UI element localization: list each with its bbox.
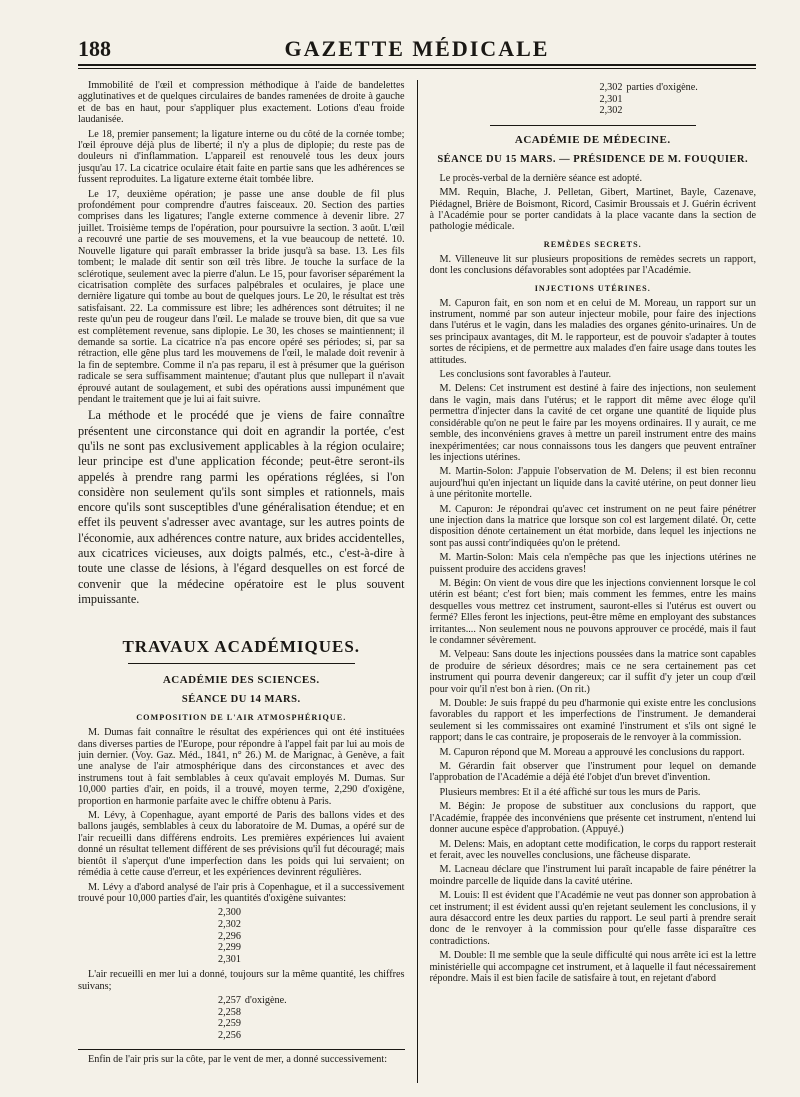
value-item xyxy=(78,995,405,1007)
value-item: 2,296 xyxy=(218,930,241,942)
values-list xyxy=(78,907,405,965)
right-paragraph: M. Capuron répond que M. Moreau a approuvé les conclusions du rapport. xyxy=(439,746,745,758)
journal-title: GAZETTE MÉDICALE xyxy=(284,36,550,61)
left-paragraph: Le 18, premier pansement; la ligature interne ou du côté de la cornée tombe; l'œil éprouve déjà plus de liberté; il n'y a plus de diplopie; du reste pas de douleurs ni d'inflammation. L'appareil est renouvelé tous les deux jours jusqu'au 17. La cicatrice oculaire était faite en partie sans que les adhérences se fussent reproduites. La ligature externe était tombée libre. xyxy=(78,128,405,186)
value-item: 2,301 xyxy=(218,953,241,965)
right-paragraph: M. Lacneau déclare que l'instrument lui paraît incapable de faire pénétrer la moindre parcelle de liquide dans la cavité utérine. xyxy=(429,864,756,887)
right-paragraph: M. Double: Il me semble que la seule difficulté qui nous arrête ici est la lettre ministérielle qui accompagne cet instrument, et à laquelle il faut nécessairement répondre. Mais il est bien facile de satisfaire à tout, en rejetant d'abord xyxy=(429,950,756,984)
value-unit: d'oxigène. xyxy=(244,995,287,1007)
right-paragraph: Le procès-verbal de la dernière séance est adopté. xyxy=(439,172,643,184)
page-number: 188 xyxy=(78,36,111,61)
right-paragraph: M. Martin-Solon: J'appuie l'observation de M. Delens; il est bien reconnu aujourd'hui qu'en injectant un liquide dans la cavité utérine, on peut donner lieu à une péritonite mortelle. xyxy=(429,466,756,501)
academy-heading: ACADÉMIE DES SCIENCES. xyxy=(162,674,320,687)
right-paragraph: M. Bégin: Je propose de substituer aux conclusions du rapport, que l'Académie, frappée des inconvéniens que présente cet instrument, n'entend lui donner aucune espèce d'approbation. (Appuyé.) xyxy=(429,801,756,836)
right-paragraph: M. Velpeau: Sans doute les injections poussées dans la matrice sont capables de produire de sérieux désordres; mais ce ne sera certainement pas cet instrument qui pourra devenir dangereux; car il suffit d'y jeter un coup d'œil pour voir qu'il n'est bon à rien. (On rit.) xyxy=(429,649,756,695)
topic-heading: COMPOSITION DE L'AIR ATMOSPHÉRIQUE. xyxy=(136,713,347,723)
value-item: 2,300 xyxy=(218,907,241,919)
right-paragraph: M. Capuron fait, en son nom et en celui de M. Moreau, un rapport sur un instrument, nommé par son auteur injecteur mobile, pour faire des injections dans l'utérus et le vagin, dans les maladies des organes génito-urinaires. Un de ses principaux avantages, dit M. le rapporteur, est de pouvoir s'adapter à toutes sortes de récipiens, et de permettre aux malades d'en faire usage dans toutes les attitudes. xyxy=(429,297,756,366)
right-paragraph: Plusieurs membres: Et il a été affiché sur tous les murs de Paris. xyxy=(439,786,701,798)
value-number: 2,302 xyxy=(599,82,623,93)
columns xyxy=(78,80,756,1083)
right-paragraph: Les conclusions sont favorables à l'auteur. xyxy=(439,369,612,381)
right-paragraph: M. Gérardin fait observer que l'instrument pour lequel on demande l'approbation de l'Académie a déjà été l'objet d'un brevet d'invention. xyxy=(429,761,756,784)
value-item: 2,258 xyxy=(218,1006,241,1018)
left-paragraph: Immobilité de l'œil et compression méthodique à l'aide de bandelettes agglutinatives et de quelques circulaires de bandes ramenées de droite à gauche et de bas en haut, pour s'appliquer plus exactement. Lotions d'eau froide laudanisée. xyxy=(78,80,405,126)
right-paragraph: M. Capuron: Je répondrai qu'avec cet instrument on ne peut faire pénétrer une injection dans la matrice que lorsque son col est largement dilaté. Or, cette disposition dénote certainement un état morbide, dans lequel les injections ne sont pas aussi contr'indiquées qu'on le prétend. xyxy=(429,503,756,549)
session-heading: SÉANCE DU 14 MARS. xyxy=(181,694,301,706)
right-paragraph: M. Louis: Il est évident que l'Académie ne veut pas donner son approbation à cet instrument; il est évident aussi qu'en rejetant seulement les conclusions, il y aura désaccord entre les deux parties du rapport. Le seul parti à prendre serait donc de le renvoyer à la commission pour qu'elle fasse disparaître ces contradictions. xyxy=(429,890,756,947)
right-paragraph: M. Villeneuve lit sur plusieurs propositions de remèdes secrets un rapport, dont les conclusions défavorables sont adoptées par l'Académie. xyxy=(429,253,756,277)
divider xyxy=(490,125,697,126)
left-paragraph: L'air recueilli en mer lui a donné, toujours sur la même quantité, les chiffres suivans; xyxy=(78,969,405,992)
right-paragraph: M. Martin-Solon: Mais cela n'empêche pas que les injections utérines ne puissent produire des accidens graves! xyxy=(429,552,756,575)
right-paragraph: M. Delens: Mais, en adoptant cette modification, le corps du rapport resterait et ferait, avec les nouvelles conclusions, une fâcheuse disparate. xyxy=(429,838,756,861)
right-paragraph: M. Delens: Cet instrument est destiné à faire des injections, non seulement dans le vagin, mais dans l'utérus; et le rapport dit même avec éloge qu'il permettra d'injecter dans la cavité de cet organe une quantité de liquide plus considérable qu'on ne peut le faire par les moyens ordinaires. Il y aurait, ce me semble, des inconvéniens graves à mettre un pareil instrument entre des mains inexpérimentées; car nous connaissons tous les dangers que peuvent entraîner les injections utérines. xyxy=(429,383,756,463)
section-title: TRAVAUX ACADÉMIQUES. xyxy=(122,637,361,657)
value-number: 2,257 xyxy=(218,995,241,1007)
header-rule-thin xyxy=(78,68,756,69)
left-paragraph-large: La méthode et le procédé que je viens de faire connaître présentent une circonstance qui doit en agrandir la portée, c'est qu'ils ne sont pas exclusivement applicables à la région oculaire; leur principe est d'une application féconde; peut-être seront-ils appelés à prendre rang parmi les opérations réglées, si l'on considère non seulement qu'ils sont simples et rationnels, mais encore qu'ils sont susceptibles d'une généralisation étendue; et en effet ils peuvent s'adresser avec avantage, sur les autres points de l'économie, aux adhérences contre nature, aux brides accidentelles, aux cicatrices vicieuses, aux doigts palmés, etc., c'est-à-dire à toute une classe de lésions, à l'égard desquelles on est forcé de convenir que la médecine opératoire est le plus souvent impuissante. xyxy=(78,408,405,606)
right-column xyxy=(430,80,757,1083)
column-rule xyxy=(417,80,418,1083)
running-head xyxy=(78,30,756,64)
topic-heading: INJECTIONS UTÉRINES. xyxy=(534,283,651,293)
value-item xyxy=(430,82,757,94)
value-item: 2,256 xyxy=(218,1029,241,1041)
value-item: 2,259 xyxy=(218,1018,241,1030)
left-paragraph: M. Lévy a d'abord analysé de l'air pris à Copenhague, et il a successivement trouvé pour 10,000 parties d'air, les quantités d'oxigène suivantes: xyxy=(78,881,405,904)
right-paragraph: MM. Requin, Blache, J. Pelletan, Gibert, Martinet, Bayle, Cazenave, Piédagnel, Brière de Boismont, Ricord, Casimir Broussais et J. Guérin écrivent à l'Académie pour se porter candidats à la place vacante dans la section de pathologie médicale. xyxy=(429,187,756,233)
value-item: 2,299 xyxy=(218,942,241,954)
values-list xyxy=(78,995,405,1041)
divider xyxy=(78,1049,405,1050)
session-heading: SÉANCE DU 15 MARS. — PRÉSIDENCE DE M. FOUQUIER. xyxy=(437,153,749,165)
section-rule xyxy=(128,663,355,664)
left-paragraph: M. Dumas fait connaître le résultat des expériences qui ont été instituées dans diverses parties de l'Europe, pour répondre à l'appel fait par lui au mois de juin dernier. (Voy. Gaz. Méd., 1841, n° 26.) M. de Marignac, à Genève, a fait une analyse de l'air atmosphérique dans des circonstances et avec des instrumens tout à fait semblables à ceux qu'avait employés M. Dumas. Sur 10,000 parties d'air, en poids, il a trouvé, moyen terme, 2,290 d'oxigène, proportion en harmonie parfaite avec le chiffre obtenu à Paris. xyxy=(78,727,405,807)
left-column xyxy=(78,80,405,1083)
academy-heading: ACADÉMIE DE MÉDECINE. xyxy=(514,133,671,146)
right-paragraph: M. Double: Je suis frappé du peu d'harmonie qui existe entre les conclusions favorables du rapport et les imperfections de l'instrument. Je demanderai seulement si les commissaires ont examiné l'instrument et s'ils ont signé le rapport; dans le cas contraire, je proposerais de le renvoyer à la commission. xyxy=(429,698,756,744)
value-item: 2,301 xyxy=(599,93,623,105)
value-item: 2,302 xyxy=(599,105,623,117)
values-list xyxy=(430,82,757,117)
left-paragraph: Le 17, deuxième opération; je passe une anse double de fil plus profondément pour comprendre d'autres faisceaux. 20. Section des parties comprises dans les ligatures; l'angle externe commence à devenir libre. 27 juillet. Troisième temps de l'opération, pour poursuivre la section. 3 août. L'œil a recouvré une partie de ses mouvemens, et la vue beaucoup de netteté. 10. Nouvelle ligature qui paraît embrasser la bride jusqu'à sa base. 13. Les fils tombent; le malade dit sentir son œil très libre. Je touche la surface de la sclérotique, seulement avec la pierre d'alun. Le 15, pour favoriser séparément la cicatrisation complète des surfaces palpébrales et oculaires, je place une dernière ligature qui tombe au bout de quelques jours. Le 20, le résultat est très satisfaisant. 22. La commissure est libre; les adhérences sont détruites; il ne reste qu'un peu de rougeur dans l'œil. Le malade se trouve bien, dit que sa vue est complètement revenue, sans diplopie. Le 30, les choses se maintiennent; il demande sa sortie. La cicatrice n'a pas encore opéré ses périodes; si, par sa rétraction, elle gêne plus tard les mouvemens de l'œil, le malade doit revenir à la fin de septembre. Comme il n'a pas reparu, il est à présumer que la guérison radicale se sera suffisamment maintenue; d'autant plus que nullepart il n'avait éprouvé autant de soulagement, et subi des opérations aussi impunément que pendant le traitement que je lui ai fait suivre. xyxy=(78,188,405,405)
right-paragraph: M. Bégin: On vient de vous dire que les injections conviennent lorsque le col utérin est béant; c'est fort bien; mais comment les femmes, entre les mains desquelles vous mettrez cet instrument, sauront-elles si l'utérus est ouvert ou fermé? Elles feront les injections, peut-être même en employant des substances irritantes.... Non seulement nous ne pouvons approuver ce procédé, mais il faut le condamner sévèrement. xyxy=(429,577,756,646)
left-paragraph: M. Lévy, à Copenhague, ayant emporté de Paris des ballons vides et des ballons jaugés, semblables à ceux du laboratoire de M. Dumas, a opéré sur de l'air recueilli dans différens endroits. Les premières expériences lui avaient donné un résultat tellement différent de ses prévisions qu'il fut découragé; mais bientôt il s'aperçut d'une imperfection dans les poids qui lui servaient; on rémédia à cette cause d'erreur, et les expériences devinrent régulières. xyxy=(78,810,405,879)
value-item: 2,302 xyxy=(218,918,241,930)
left-paragraph: Enfin de l'air pris sur la côte, par le vent de mer, a donné successivement: xyxy=(88,1054,388,1066)
header-rule xyxy=(78,64,756,66)
value-unit: parties d'oxigène. xyxy=(626,82,698,93)
topic-heading: REMÈDES SECRETS. xyxy=(543,239,642,249)
